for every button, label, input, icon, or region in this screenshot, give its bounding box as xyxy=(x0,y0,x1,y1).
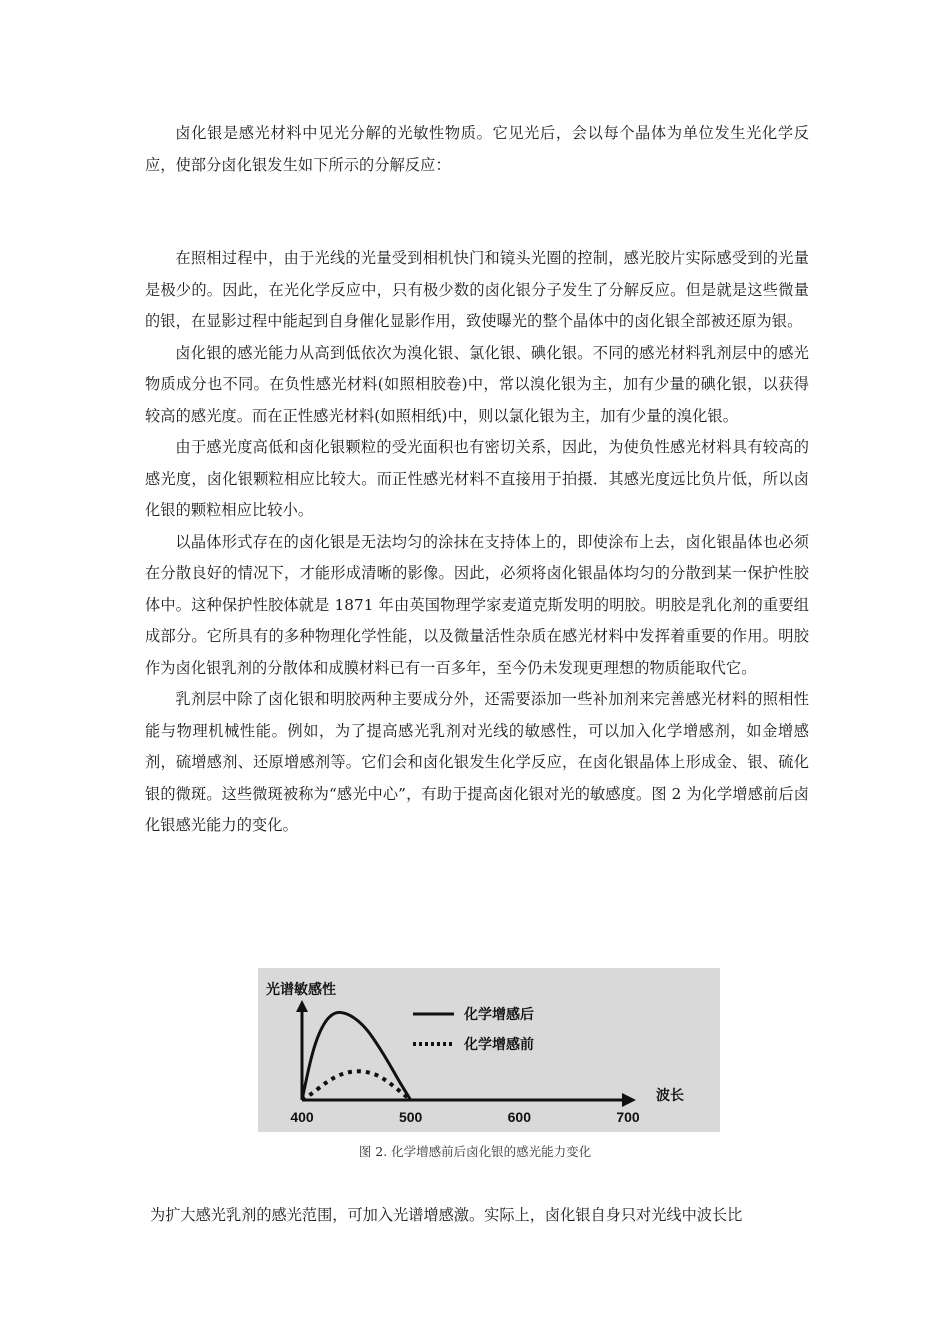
paragraph-5: 以晶体形式存在的卤化银是无法均匀的涂抹在支持体上的，即使涂布上去，卤化银晶体也必须在分散良好的情况下，才能形成清晰的影像。因此，必须将卤化银晶体均匀的分散到某一保护性胶体中。这种保护性胶体就是 1871 年由英国物理学家麦道克斯发明的明胶。明胶是乳化剂的重要组成部分。它所具有的多种物理化学性能，以及微量活性杂质在感光材料中发挥着重要的作用。明胶作为卤化银乳剂的分散体和成膜材料已有一百多年，至今仍未发现更理想的物质能取代它。 xyxy=(145,532,809,677)
paragraph-1: 卤化银是感光材料中见光分解的光敏性物质。它见光后，会以每个晶体为单位发生光化学反应，使部分卤化银发生如下所示的分解反应： xyxy=(145,124,809,174)
equation-gap xyxy=(145,181,809,243)
paragraph-3: 卤化银的感光能力从高到低依次为溴化银、氯化银、碘化银。不同的感光材料乳剂层中的感光物质成分也不同。在负性感光材料(如照相胶卷)中，常以溴化银为主，加有少量的碘化银，以获得较高的感光度。而在正性感光材料(如照相纸)中，则以氯化银为主，加有少量的溴化银。 xyxy=(145,343,809,425)
x-axis-label: 波长 xyxy=(656,1087,684,1103)
document-body xyxy=(145,118,809,842)
legend xyxy=(413,1006,534,1052)
x-tick-labels xyxy=(290,1109,640,1125)
sensitivity-chart xyxy=(258,968,720,1132)
x-tick-label-2: 600 xyxy=(507,1109,532,1125)
paragraph-4: 由于感光度高低和卤化银颗粒的受光面积也有密切关系，因此，为使负性感光材料具有较高的感光度，卤化银颗粒相应比较大。而正性感光材料不直接用于拍摄．其感光度远比负片低，所以卤化银的颗粒相应比较小。 xyxy=(145,438,809,519)
legend-label-1: 化学增感前 xyxy=(464,1036,534,1052)
x-tick-label-0: 400 xyxy=(290,1109,314,1125)
y-axis-arrow xyxy=(296,1000,308,1012)
series-group xyxy=(302,1012,411,1100)
paragraph-2: 在照相过程中，由于光线的光量受到相机快门和镜头光圈的控制，感光胶片实际感受到的光量是极少的。因此，在光化学反应中，只有极少数的卤化银分子发生了分解反应。但是就是这些微量的银，在显影过程中能起到自身催化显影作用，致使曝光的整个晶体中的卤化银全部被还原为银。 xyxy=(145,249,809,330)
chart-svg xyxy=(258,968,720,1132)
figure-caption: 图 2. 化学增感前后卤化银的感光能力变化 xyxy=(358,1144,592,1159)
y-axis-label: 光谱敏感性 xyxy=(266,981,336,997)
x-axis-arrow xyxy=(622,1093,636,1107)
paragraph-6: 乳剂层中除了卤化银和明胶两种主要成分外，还需要添加一些补加剂来完善感光材料的照相性能与物理机械性能。例如，为了提高感光乳剂对光线的敏感性，可以加入化学增感剂，如金增感剂，硫增感剂、还原增感剂等。它们会和卤化银发生化学反应，在卤化银晶体上形成金、银、硫化银的微斑。这些微斑被称为“感光中心”，有助于提高卤化银对光的敏感度。图 2 为化学增感前后卤化银感光能力的变化。 xyxy=(145,690,809,834)
paragraph-7: 为扩大感光乳剂的感光范围，可加入光谱增感激。实际上，卤化银自身只对光线中波长比 xyxy=(150,1206,743,1224)
x-tick-label-3: 700 xyxy=(616,1109,640,1125)
x-tick-label-1: 500 xyxy=(398,1109,423,1125)
legend-label-0: 化学增感后 xyxy=(464,1006,534,1022)
